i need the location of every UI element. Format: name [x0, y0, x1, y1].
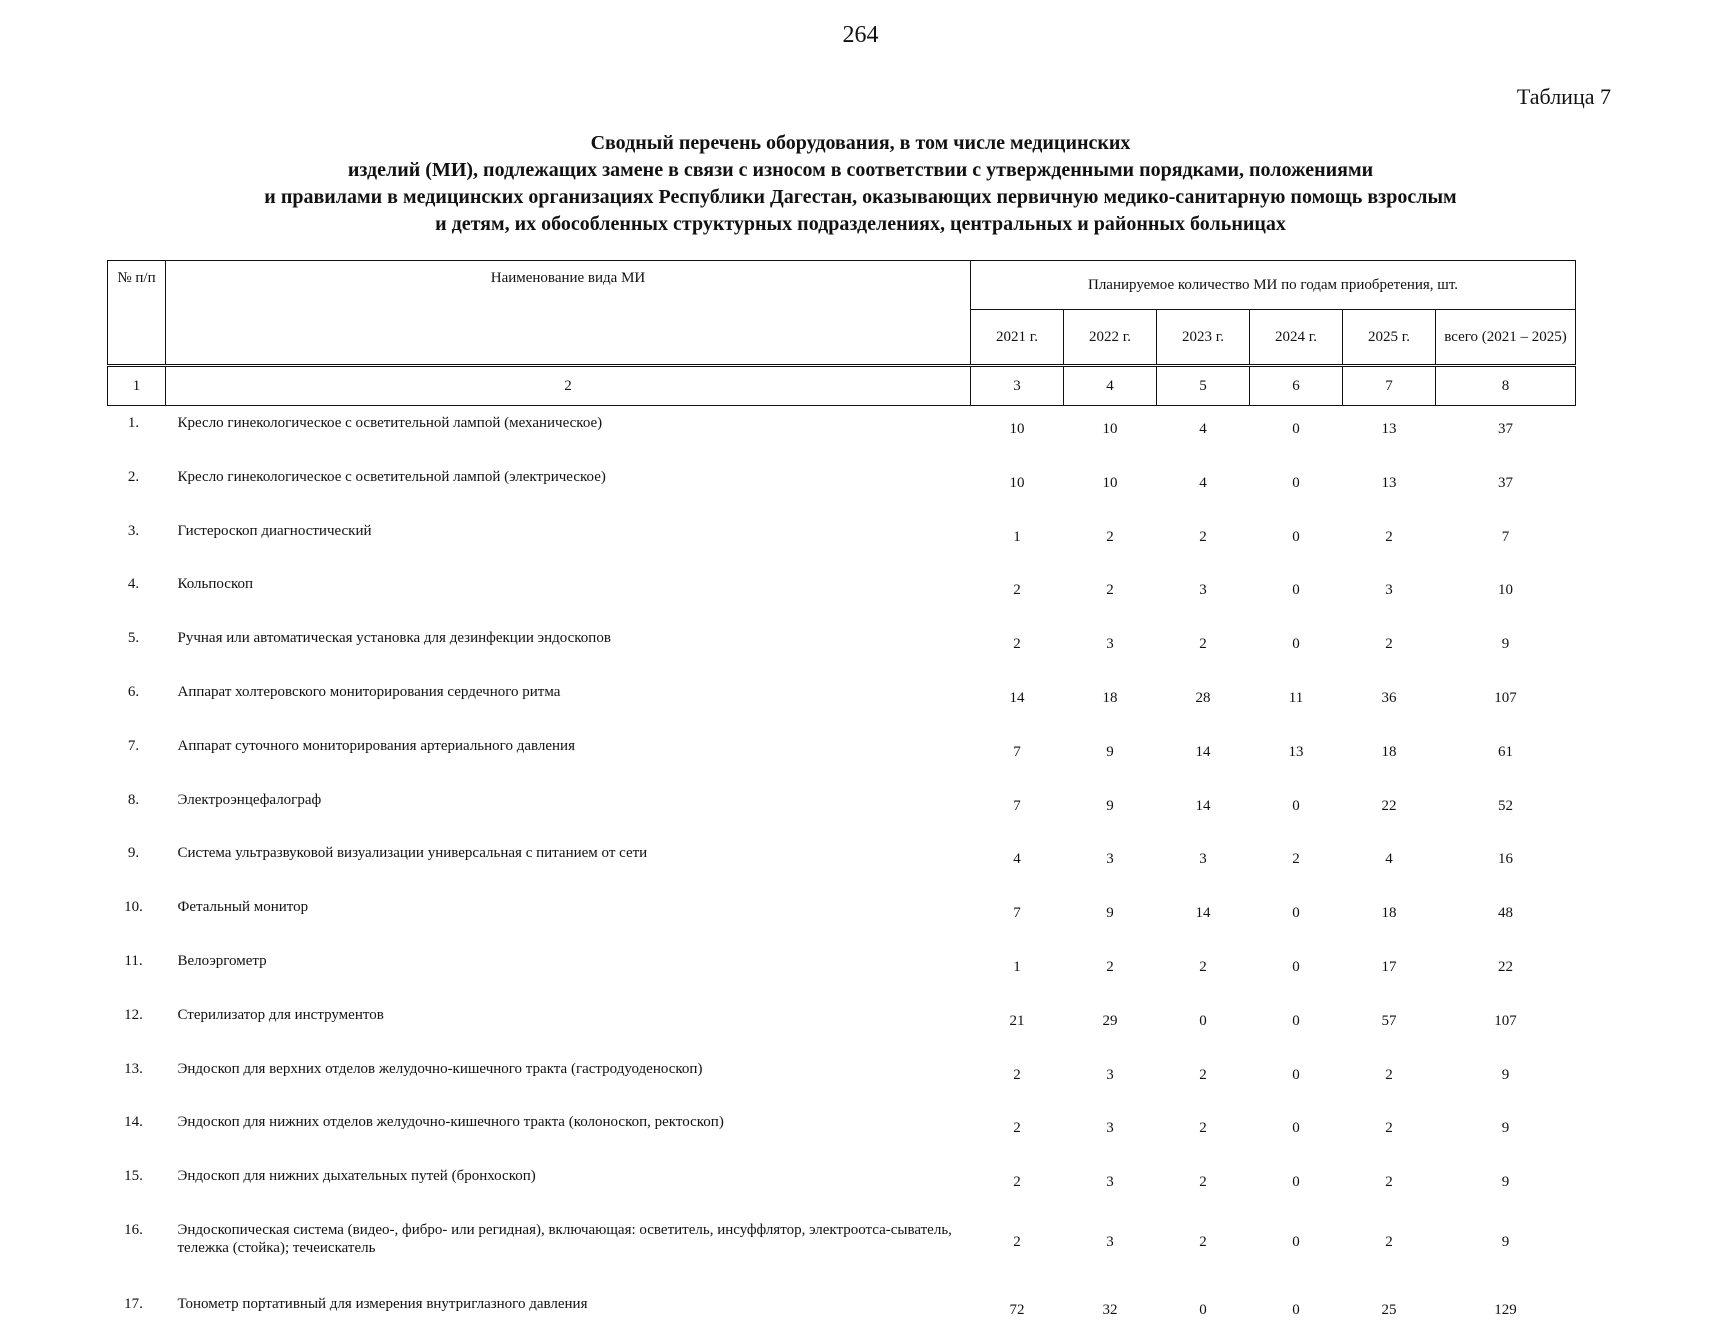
- row-value: 2: [1013, 1174, 1021, 1191]
- row-value: 0: [1292, 474, 1300, 491]
- table-row: [108, 675, 1576, 729]
- row-value: 2: [1013, 1066, 1021, 1083]
- row-value: 0: [1292, 1301, 1300, 1318]
- row-name: Система ультразвуковой визуализации универсальная с питанием от сети: [177, 845, 648, 862]
- row-value: 2: [1013, 1120, 1021, 1137]
- table-row: [108, 1105, 1576, 1159]
- row-name: Кресло гинекологическое с осветительной лампой (механическое): [177, 415, 603, 431]
- row-value: 2: [1106, 582, 1114, 599]
- row-value: 13: [1288, 743, 1304, 760]
- row-value: 0: [1292, 1174, 1300, 1191]
- row-value: 22: [1381, 797, 1397, 814]
- row-value: 57: [1381, 1012, 1397, 1029]
- row-value: 10: [1102, 421, 1118, 437]
- table-row: [108, 890, 1576, 944]
- row-value: 0: [1292, 1233, 1300, 1250]
- row-value: 2: [1199, 1120, 1207, 1137]
- row-number: 7.: [127, 737, 140, 754]
- row-number: 6.: [127, 683, 140, 700]
- row-name: Эндоскоп для верхних отделов желудочно-кишечного тракта (гастродуоденоскоп): [177, 1060, 703, 1077]
- column-number: 1: [108, 366, 166, 406]
- row-number: 2.: [127, 468, 140, 485]
- row-value: 21: [1009, 1012, 1025, 1029]
- row-total: 9: [1501, 1233, 1510, 1250]
- row-total: 48: [1498, 905, 1514, 922]
- title-line: Сводный перечень оборудования, в том числе медицинских: [590, 132, 1131, 154]
- row-value: 0: [1199, 1012, 1207, 1029]
- row-total: 9: [1501, 1120, 1510, 1137]
- row-value: 0: [1292, 1012, 1300, 1029]
- row-value: 13: [1381, 474, 1397, 491]
- row-total: 9: [1501, 1174, 1510, 1191]
- row-number: 16.: [124, 1221, 143, 1238]
- row-value: 2: [1199, 1233, 1207, 1250]
- row-value: 2: [1385, 1233, 1393, 1250]
- row-number: 5.: [127, 630, 140, 647]
- row-number: 3.: [127, 522, 140, 539]
- row-total: 37: [1498, 421, 1514, 437]
- header-year: 2023 г.: [1157, 310, 1250, 366]
- header-total: всего (2021 – 2025): [1436, 310, 1576, 366]
- row-value: 18: [1381, 905, 1397, 922]
- column-number: 4: [1064, 366, 1157, 406]
- row-value: 29: [1102, 1012, 1118, 1029]
- row-value: 17: [1381, 958, 1397, 975]
- row-value: 0: [1292, 1066, 1300, 1083]
- table-row: [108, 836, 1576, 890]
- title-line: и детям, их обособленных структурных подразделениях, центральных и районных больницах: [435, 213, 1286, 235]
- row-value: 25: [1381, 1301, 1397, 1318]
- row-value: 3: [1199, 851, 1207, 868]
- row-value: 2: [1199, 528, 1207, 545]
- row-value: 0: [1292, 1120, 1300, 1137]
- row-value: 2: [1199, 1174, 1207, 1191]
- row-value: 0: [1292, 421, 1300, 437]
- row-name: Гистероскоп диагностический: [177, 522, 372, 539]
- equipment-table: [107, 260, 1576, 1341]
- title-line: и правилами в медицинских организациях Республики Дагестан, оказывающих первичную медико-санитарную помощь взрослым: [264, 186, 1457, 208]
- row-total: 9: [1501, 1066, 1510, 1083]
- column-number: 5: [1157, 366, 1250, 406]
- row-name: Аппарат холтеровского мониторирования сердечного ритма: [177, 683, 561, 700]
- table-row: [108, 998, 1576, 1052]
- table-row: [108, 567, 1576, 621]
- table-row: [108, 406, 1576, 460]
- page-number: 264: [842, 22, 879, 48]
- row-value: 10: [1102, 474, 1118, 491]
- row-number: 12.: [124, 1006, 143, 1023]
- row-total: 9: [1501, 636, 1510, 653]
- row-name: Тонометр портативный для измерения внутриглазного давления: [177, 1295, 588, 1312]
- row-name: Электроэнцефалограф: [177, 791, 322, 808]
- row-value: 7: [1013, 905, 1021, 922]
- row-value: 28: [1195, 689, 1211, 706]
- row-name: Фетальный монитор: [177, 899, 309, 916]
- row-number: 4.: [127, 576, 140, 593]
- row-value: 2: [1013, 636, 1021, 653]
- column-number: 2: [166, 366, 971, 406]
- row-value: 14: [1009, 689, 1025, 706]
- row-name: Кресло гинекологическое с осветительной лампой (электрическое): [177, 468, 606, 485]
- row-value: 2: [1385, 1066, 1393, 1083]
- table-row: [108, 1052, 1576, 1106]
- table-row: [108, 1287, 1576, 1341]
- row-value: 2: [1385, 528, 1393, 545]
- row-value: 3: [1106, 1120, 1114, 1137]
- row-number: 13.: [124, 1060, 143, 1077]
- row-value: 3: [1199, 582, 1207, 599]
- row-value: 0: [1292, 528, 1300, 545]
- row-number: 1.: [127, 415, 140, 431]
- row-name: Кольпоскоп: [177, 576, 253, 593]
- row-value: 1: [1013, 958, 1021, 975]
- document-title: [0, 130, 1721, 238]
- row-name: Велоэргометр: [177, 952, 267, 969]
- row-total: 37: [1498, 474, 1514, 491]
- row-value: 72: [1009, 1301, 1025, 1318]
- row-value: 9: [1106, 797, 1114, 814]
- row-value: 2: [1199, 958, 1207, 975]
- row-value: 13: [1381, 421, 1397, 437]
- row-name: Стерилизатор для инструментов: [177, 1006, 384, 1023]
- row-value: 3: [1106, 1174, 1114, 1191]
- row-value: 3: [1106, 636, 1114, 653]
- row-value: 14: [1195, 797, 1211, 814]
- row-value: 4: [1013, 851, 1021, 868]
- row-value: 14: [1195, 743, 1211, 760]
- row-value: 7: [1013, 743, 1021, 760]
- table-label: Таблица 7: [1516, 84, 1611, 109]
- row-name: Аппарат суточного мониторирования артериального давления: [177, 737, 575, 754]
- table-row: [108, 621, 1576, 675]
- table-row: [108, 514, 1576, 568]
- column-number: 6: [1250, 366, 1343, 406]
- row-value: 11: [1288, 689, 1304, 706]
- row-total: 61: [1498, 743, 1514, 760]
- row-value: 0: [1199, 1301, 1207, 1318]
- row-value: 10: [1009, 474, 1025, 491]
- row-name: Эндоскопическая система (видео-, фибро- или регидная), включающая: осветитель, инсуффлятор, электроотса-сыватель, тележка (стойка); течеискатель: [177, 1221, 952, 1256]
- row-value: 36: [1381, 689, 1397, 706]
- row-value: 0: [1292, 958, 1300, 975]
- row-value: 0: [1292, 636, 1300, 653]
- row-total: 10: [1498, 582, 1514, 599]
- row-name: Эндоскоп для нижних дыхательных путей (бронхоскоп): [177, 1168, 536, 1185]
- header-name: Наименование вида МИ: [166, 261, 971, 366]
- row-value: 2: [1385, 636, 1393, 653]
- row-value: 14: [1195, 905, 1211, 922]
- row-value: 7: [1013, 797, 1021, 814]
- row-value: 3: [1106, 1066, 1114, 1083]
- header-year: 2022 г.: [1064, 310, 1157, 366]
- table-row: [108, 1159, 1576, 1213]
- row-number: 8.: [127, 791, 140, 808]
- row-value: 18: [1381, 743, 1397, 760]
- row-value: 0: [1292, 905, 1300, 922]
- row-value: 2: [1385, 1174, 1393, 1191]
- row-value: 1: [1013, 528, 1021, 545]
- row-value: 9: [1106, 905, 1114, 922]
- header-number: № п/п: [108, 261, 166, 366]
- row-value: 2: [1292, 851, 1300, 868]
- row-value: 32: [1102, 1301, 1118, 1318]
- row-number: 17.: [124, 1295, 143, 1312]
- column-number: 3: [971, 366, 1064, 406]
- table-row: [108, 783, 1576, 837]
- row-value: 9: [1106, 743, 1114, 760]
- row-total: 107: [1494, 689, 1517, 706]
- row-value: 4: [1199, 474, 1207, 491]
- table-row: [108, 729, 1576, 783]
- row-value: 4: [1199, 421, 1207, 437]
- row-total: 107: [1494, 1012, 1517, 1029]
- column-number: 7: [1343, 366, 1436, 406]
- row-total: 129: [1494, 1301, 1517, 1318]
- row-total: 7: [1501, 528, 1510, 545]
- row-value: 2: [1385, 1120, 1393, 1137]
- row-value: 3: [1106, 851, 1114, 868]
- row-value: 3: [1106, 1233, 1114, 1250]
- column-number: 8: [1436, 366, 1576, 406]
- row-value: 0: [1292, 797, 1300, 814]
- title-line: изделий (МИ), подлежащих замене в связи с износом в соответствии с утвержденными порядками, положениями: [347, 159, 1374, 181]
- row-total: 22: [1498, 958, 1514, 975]
- row-name: Ручная или автоматическая установка для дезинфекции эндоскопов: [177, 630, 611, 647]
- row-number: 11.: [124, 952, 143, 969]
- row-value: 0: [1292, 582, 1300, 599]
- table-row: [108, 944, 1576, 998]
- row-value: 3: [1385, 582, 1393, 599]
- table-row: [108, 1213, 1576, 1287]
- row-name: Эндоскоп для нижних отделов желудочно-кишечного тракта (колоноскоп, ректоскоп): [177, 1114, 724, 1131]
- header-year: 2021 г.: [971, 310, 1064, 366]
- row-value: 10: [1009, 421, 1025, 437]
- row-value: 2: [1199, 1066, 1207, 1083]
- table-body: [108, 406, 1576, 1341]
- row-number: 9.: [127, 845, 140, 862]
- row-number: 10.: [124, 899, 143, 916]
- row-value: 2: [1106, 958, 1114, 975]
- row-number: 15.: [124, 1168, 143, 1185]
- row-value: 2: [1013, 1233, 1021, 1250]
- table-row: [108, 460, 1576, 514]
- header-group: Планируемое количество МИ по годам приобретения, шт.: [971, 261, 1576, 310]
- row-number: 14.: [124, 1114, 143, 1131]
- row-value: 4: [1385, 851, 1393, 868]
- row-value: 2: [1013, 582, 1021, 599]
- row-value: 2: [1106, 528, 1114, 545]
- row-total: 16: [1498, 851, 1514, 868]
- header-year: 2024 г.: [1250, 310, 1343, 366]
- row-value: 2: [1199, 636, 1207, 653]
- row-total: 52: [1498, 797, 1514, 814]
- row-value: 18: [1102, 689, 1118, 706]
- header-year: 2025 г.: [1343, 310, 1436, 366]
